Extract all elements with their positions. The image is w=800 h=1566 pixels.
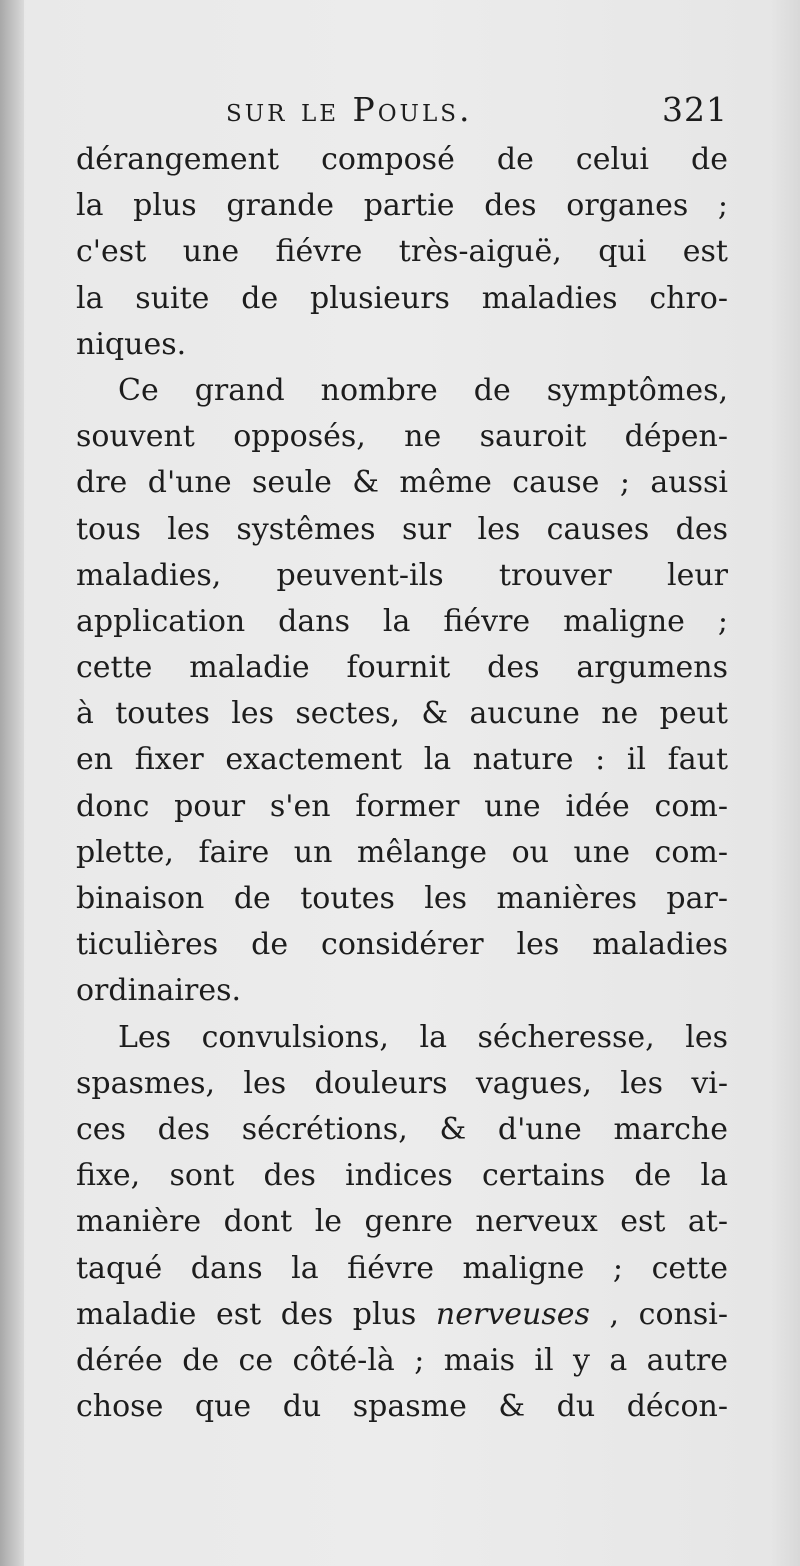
text-line: plette, faire un mêlange ou une com-: [76, 834, 728, 870]
text-line: Les convulsions, la sécheresse, les: [118, 1019, 728, 1055]
text-line: la plus grande partie des organes ;: [76, 188, 728, 224]
text-line: ces des sécrétions, & d'une marche: [76, 1111, 728, 1147]
text-line: ticulières de considérer les maladies: [76, 927, 728, 963]
text-line: manière dont le genre nerveux est at-: [76, 1204, 728, 1240]
text-line: Ce grand nombre de symptômes,: [118, 372, 728, 408]
italic-emphasis: nerveuses: [435, 1296, 590, 1332]
text-line: maladies, peuvent-ils trouver leur: [76, 557, 728, 593]
text-line: fixe, sont des indices certains de la: [76, 1158, 728, 1194]
text-line: taqué dans la fiévre maligne ; cette: [76, 1250, 728, 1286]
page-header: [76, 88, 728, 138]
text-line: donc pour s'en former une idée com-: [76, 788, 728, 824]
text-line: chose que du spasme & du décon-: [76, 1389, 728, 1425]
text-line: souvent opposés, ne sauroit dépen-: [76, 419, 728, 455]
text-line: en fixer exactement la nature : il faut: [76, 742, 728, 778]
text-segment: , consi-: [609, 1296, 728, 1332]
text-line: tous les systêmes sur les causes des: [76, 511, 728, 547]
body-text: [76, 137, 728, 1430]
text-line: niques.: [76, 326, 187, 362]
page-gutter-shadow: [0, 0, 24, 1566]
text-line: cette maladie fournit des argumens: [76, 650, 728, 686]
text-line: spasmes, les douleurs vagues, les vi-: [76, 1065, 728, 1101]
text-line: la suite de plusieurs maladies chro-: [76, 280, 728, 316]
running-title: sur le Pouls.: [226, 90, 473, 129]
text-line: ordinaires.: [76, 973, 242, 1009]
text-line: application dans la fiévre maligne ;: [76, 603, 728, 639]
text-line: à toutes les sectes, & aucune ne peut: [76, 696, 728, 732]
text-line: dérée de ce côté-là ; mais il y a autre: [76, 1342, 728, 1378]
page-number: 321: [662, 90, 728, 129]
text-line: c'est une fiévre très-aiguë, qui est: [76, 234, 728, 270]
text-line: dre d'une seule & même cause ; aussi: [76, 465, 728, 501]
text-line: binaison de toutes les manières par-: [76, 881, 728, 916]
text-segment: maladie est des plus: [76, 1296, 417, 1332]
text-line: dérangement composé de celui de: [76, 142, 728, 177]
text-line-with-emphasis: [76, 1292, 728, 1338]
